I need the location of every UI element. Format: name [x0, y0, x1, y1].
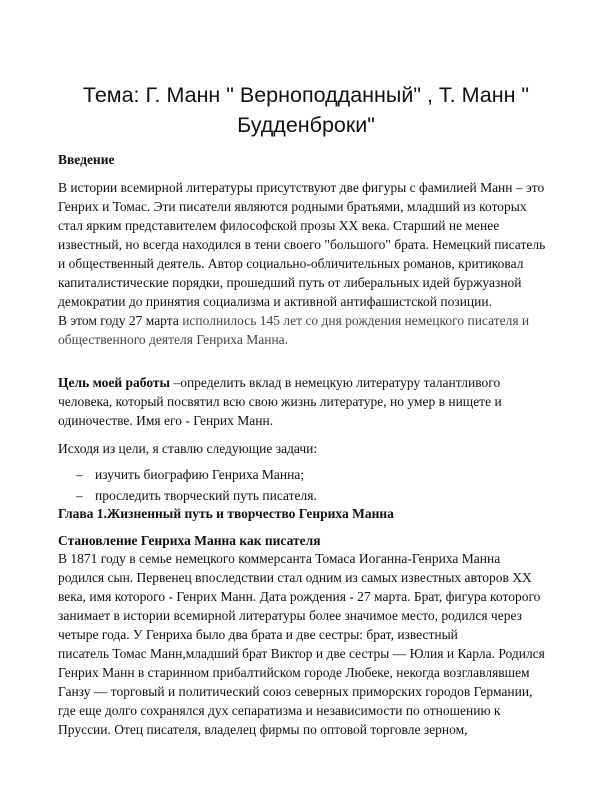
goal-line-3: одиночестве. Имя его - Генрих Манн. — [58, 413, 274, 428]
section-line: родился сын. Первенец впоследствии стал одним из самых известных авторов XX — [58, 570, 532, 585]
intro-line: Генрих и Томас. Эти писатели являются родными братьями, младший из которых — [58, 199, 527, 214]
list-item — [76, 464, 556, 485]
tasks-list — [76, 464, 556, 506]
intro-line: демократии до принятия социализма и активной антифашистской позиции. — [58, 294, 492, 309]
title-line-1: Тема: Г. Манн " Верноподданный" , Т. Манн " — [82, 83, 530, 107]
intro-paragraph — [58, 178, 562, 349]
anniversary-line — [58, 311, 562, 330]
section-heading: Становление Генриха Манна как писателя — [58, 533, 321, 548]
list-item-text: изучить биографию Генриха Манна; — [95, 467, 305, 482]
title-line-2: Будденброки" — [237, 113, 375, 137]
document-title — [40, 80, 572, 140]
intro-line: капиталистические порядки, прошедший путь от либеральных идей буржуазной — [58, 275, 522, 290]
section-line: В 1871 году в семье немецкого коммерсанта Томаса Иоганна-Генриха Манна — [58, 551, 501, 566]
list-dash: – — [76, 467, 83, 482]
section-line: Ганзу — торговый и политический союз северных приморских городов Германии, — [58, 684, 533, 699]
goal-label: Цель моей работы — [58, 375, 171, 390]
section-line: Генрих Манн в старинном прибалтийском городе Любеке, некогда возглавлявшем — [58, 665, 530, 680]
anniversary-line-2: общественного деятеля Генриха Манна. — [58, 332, 289, 347]
section-line: века, имя которого - Генрих Манн. Дата рождения - 27 марта. Брат, фигура которого — [58, 589, 541, 604]
anniversary-rest: исполнилось 145 лет со дня рождения немецкого писателя и — [182, 313, 530, 328]
section-line: где еще долго сохранялся дух сепаратизма и независимости по отношению к — [58, 703, 501, 718]
list-item — [76, 485, 556, 506]
intro-line: стал ярким представителем философской прозы XX века. Старший не менее — [58, 218, 500, 233]
section-paragraph — [58, 549, 562, 739]
section-line: Пруссии. Отец писателя, владелец фирмы по оптовой торговле зерном, — [58, 722, 468, 737]
list-item-text: проследить творческий путь писателя. — [95, 488, 317, 503]
intro-line: и общественный деятель. Автор социально-обличительных романов, критиковал — [58, 256, 524, 271]
list-dash: – — [76, 488, 83, 503]
goal-paragraph — [58, 373, 562, 430]
anniversary-start: В этом году 27 марта — [58, 313, 183, 328]
section-line: занимает в истории всемирной литературы более значимое место, родился через — [58, 608, 522, 623]
intro-line: В истории всемирной литературы присутствуют две фигуры с фамилией Манн – это — [58, 180, 545, 195]
intro-heading: Введение — [58, 152, 115, 167]
intro-line: известный, но всегда находился в тени своего "большого" брата. Немецкий писатель — [58, 237, 546, 252]
tasks-intro: Исходя из цели, я ставлю следующие задачи: — [58, 441, 318, 456]
goal-line-1 — [58, 373, 562, 392]
goal-line-1-text: –определить вклад в немецкую литературу талантливого — [170, 375, 501, 390]
goal-line-2: человека, который посвятил всю свою жизнь литературе, но умер в нищете и — [58, 394, 502, 409]
section-line: четыре года. У Генриха было два брата и две сестры: брат, известный — [58, 627, 458, 642]
section-line: писатель Томас Манн,младший брат Виктор и две сестры — Юлия и Карла. Родился — [58, 646, 545, 661]
chapter-heading: Глава 1.Жизненный путь и творчество Генриха Манна — [58, 506, 394, 521]
